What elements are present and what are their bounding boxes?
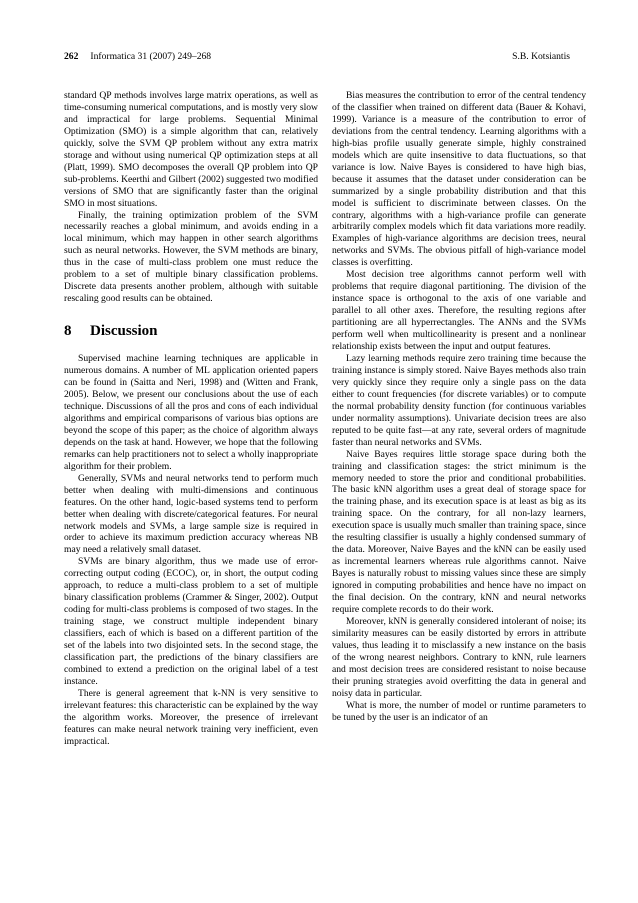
paragraph-decision-trees: Most decision tree algorithms cannot perform well with problems that require diagonal partitioning. The division of the instance space is orthogonal to the axis of one variable and parallel to all other axes. Therefore, the resulting regions after partitioning are all hyperrectangles. The ANNs and the SVMs perform well when multicollinearity is present and a nonlinear relationship exists between the input and output features. (332, 269, 586, 353)
page-number: 262 (64, 51, 79, 62)
paragraph-storage: Naive Bayes requires little storage space during both the training and classification stages: the strict minimum is the memory needed to store the prior and conditional probabilities. The basic kNN algorithm uses a great deal of storage space for the training phase, and its execution space is at least as big as its training space. On the contrary, for all non-lazy learners, execution space is usually much smaller than training space, since the resulting classifier is usually a highly condensed summary of the data. Moreover, Naive Bayes and the kNN can be easily used as incremental learners whereas rule algorithms cannot. Naive Bayes is naturally robust to missing values since these are simply ignored in computing probabilities and hence have no impact on the final decision. On the contrary, kNN and neural networks require complete records to do their work. (332, 448, 586, 615)
paragraph-bias: Bias measures the contribution to error of the central tendency of the classifier when trained on different data (Bauer & Kohavi, 1999). Variance is a measure of the contribution to error of deviations from the central tendency. Learning algorithms with a high-bias profile usually generate simple, highly constrained models which are quite insensitive to data fluctuations, so that variance is low. Naive Bayes is considered to have high bias, because it assumes that the dataset under consideration can be summarized by a single probability distribution and that this model is sufficient to discriminate between classes. On the contrary, algorithms with a high-variance profile can generate arbitrarily complex models which fit data variations more readily. Examples of high-variance algorithms are decision trees, neural networks and SVMs. The obvious pitfall of high-variance model classes is overfitting. (332, 90, 586, 269)
section-title: Discussion (90, 323, 158, 340)
paragraph-binary: SVMs are binary algorithm, thus we made use of error-correcting output coding (ECOC), or, in short, the output coding approach, to reduce a multi-class problem to a set of multiple binary classification problems (Crammer & Singer, 2002). Output coding for multi-class problems is composed of two stages. In the training stage, we construct multiple independent binary classifiers, each of which is based on a different partition of the set of the labels into two disjointed sets. In the second stage, the classification part, the predictions of the binary classifiers are combined to extend a prediction on the original label of a test instance. (64, 556, 318, 687)
paragraph-knn: There is general agreement that k-NN is very sensitive to irrelevant features: this characteristic can be explained by the way the algorithm works. Moreover, the presence of irrelevant features can make neural network training very inefficient, even impractical. (64, 687, 318, 747)
paragraph-lazy: Lazy learning methods require zero training time because the training instance is simply stored. Naive Bayes methods also train very quickly since they require only a single pass on the data either to count frequencies (for discrete variables) or to compute the normal probability density function (for continuous variables under normality assumptions). Univariate decision trees are also reputed to be quite fast—at any rate, several orders of magnitude faster than neural networks and SVMs. (332, 352, 586, 448)
journal-citation: Informatica 31 (2007) 249–268 (90, 51, 212, 62)
running-header (64, 50, 570, 64)
paragraph-what-more: What is more, the number of model or runtime parameters to be tuned by the user is an indicator of an (332, 699, 586, 723)
right-column (332, 90, 586, 724)
section-number: 8 (64, 323, 72, 340)
section-heading (64, 322, 318, 340)
left-column (64, 90, 318, 748)
paragraph-training: Finally, the training optimization problem of the SVM necessarily reaches a global minimum, and avoids ending in a local minimum, which may happen in other search algorithms such as neural networks. However, the SVM methods are binary, thus in the case of multi-class problem one must reduce the problem to a set of multiple binary classification problems. Discrete data presents another problem, although with suitable rescaling good results can be obtained. (64, 209, 318, 305)
paragraph-generally: Generally, SVMs and neural networks tend to perform much better when dealing with multi-dimensions and continuous features. On the other hand, logic-based systems tend to perform better when dealing with discrete/categorical features. For neural network models and SVMs, a large sample size is required in order to achieve its maximum prediction accuracy whereas NB may need a relatively small dataset. (64, 472, 318, 556)
paragraph-supervised: Supervised machine learning techniques are applicable in numerous domains. A number of ML application oriented papers can be found in (Saitta and Neri, 1998) and (Witten and Frank, 2005). Below, we present our conclusions about the use of each technique. Discussions of all the pros and cons of each individual algorithms and empirical comparisons of various bias options are beyond the scope of this paper; as the choice of algorithm always depends on the task at hand. However, we hope that the following remarks can help practitioners not to select a wholly inappropriate algorithm for their problem. (64, 353, 318, 472)
author-name: S.B. Kotsiantis (512, 51, 570, 62)
paragraph-noise: Moreover, kNN is generally considered intolerant of noise; its similarity measures can be easily distorted by errors in attribute values, thus leading it to misclassify a new instance on the basis of the wrong nearest neighbors. Contrary to kNN, rule learners and most decision trees are considered resistant to noise because their pruning strategies avoid overfitting the data in general and noisy data in particular. (332, 615, 586, 699)
paragraph-smo: standard QP methods involves large matrix operations, as well as time-consuming numerical computations, and is mostly very slow and impractical for large problems. Sequential Minimal Optimization (SMO) is a simple algorithm that can, relatively quickly, solve the SVM QP problem without any extra matrix storage and without using numerical QP optimization steps at all (Platt, 1999). SMO decomposes the overall QP problem into QP sub-problems. Keerthi and Gilbert (2002) suggested two modified versions of SMO that are significantly faster than the original SMO in most situations. (64, 90, 318, 209)
